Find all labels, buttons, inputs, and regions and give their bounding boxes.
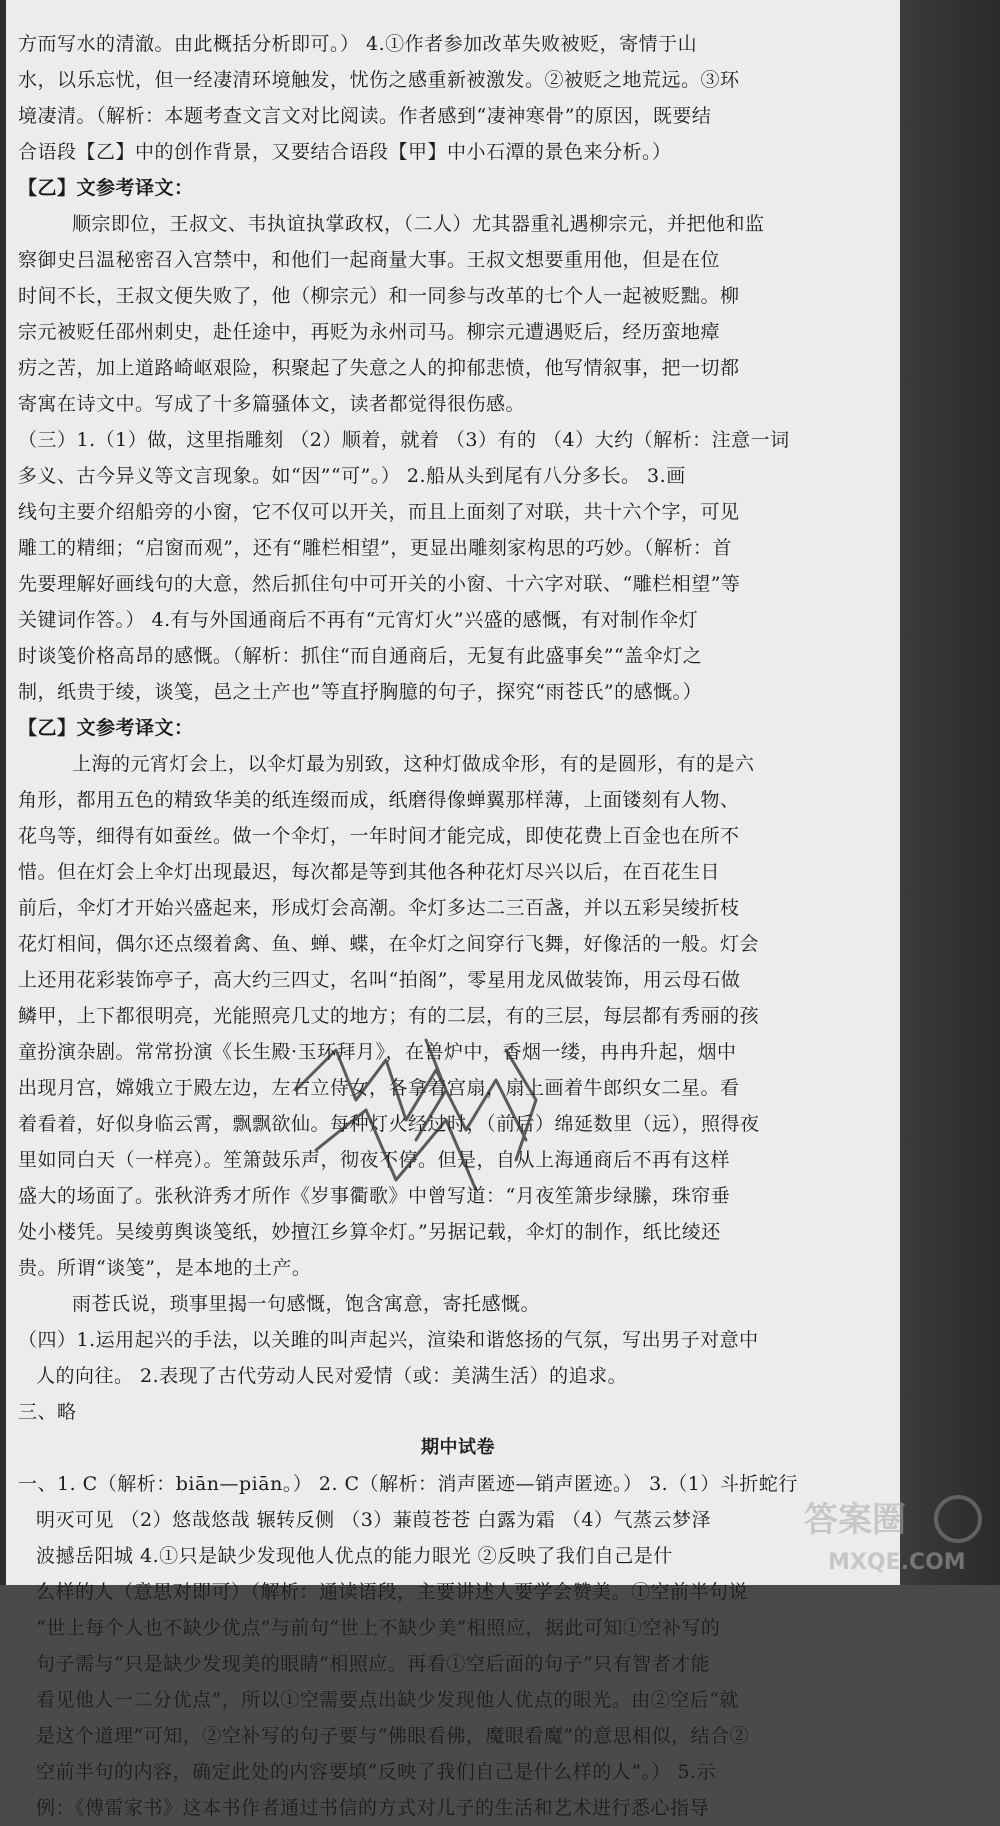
text-line: 一、1. C（解析：biān—piān。） 2. C（解析：消声匿迹—销声匿迹。） 3.（1）斗折蛇行 [18,1473,798,1495]
text-line: 花灯相间，偶尔还点缀着禽、鱼、蝉、蝶，在伞灯之间穿行飞舞，好像活的一般。灯会 [18,933,760,955]
text-line: 盛大的场面了。张秋浒秀才所作《岁事衢歌》中曾写道：“月夜笙箫步绿縢，珠帘垂 [18,1185,731,1207]
text-line: 多义、古今异义等文言现象。如“因”“可”。） 2.船从头到尾有八分多长。 3.画 [18,465,686,487]
text-line: 线句主要介绍船旁的小窗，它不仅可以开关，而且上面刻了对联，共十六个字，可见 [18,501,740,523]
text-line: 么样的人（意思对即可）（解析：通读语段，主要讲述人要学会赞美。①空前半句说 [36,1581,749,1603]
text-line: （四）1.运用起兴的手法，以关雎的叫声起兴，渲染和谐悠扬的气氛，写出男子对意中 [18,1329,759,1351]
text-line: 顺宗即位，王叔文、韦执谊执掌政权，（二人）尤其器重礼遇柳宗元，并把他和监 [72,213,765,235]
text-line: 里如同白天（一样亮）。笙箫鼓乐声，彻夜不停。但是，自从上海通商后不再有这样 [18,1149,731,1171]
text-line: 寄寓在诗文中。写成了十多篇骚体文，读者都觉得很伤感。 [18,393,526,415]
text-line: 鳞甲，上下都很明亮，光能照亮几丈的地方；有的二层，有的三层，每层都有秀丽的孩 [18,1005,760,1027]
text-line: 波撼岳阳城 4.①只是缺少发现他人优点的能力眼光 ②反映了我们自己是什 [36,1545,673,1567]
text-line: 句子需与“只是缺少发现美的眼睛”相照应。再看①空后面的句子“只有智者才能 [36,1653,711,1675]
text-line: 水，以乐忘忧，但一经凄清环境触发，忧伤之感重新被激发。②被贬之地荒远。③环 [18,69,740,91]
section-heading: 【乙】文参考译文： [18,717,194,739]
handwritten-scribble [276,1030,576,1200]
text-line: 处小楼凭。吴绫剪舆谈笺纸，妙擅江乡算伞灯。”另据记载，伞灯的制作，纸比绫还 [18,1221,721,1243]
text-line: 先要理解好画线句的大意，然后抓住句中可开关的小窗、十六字对联、“雕栏相望”等 [18,573,741,595]
text-line: 宗元被贬任邵州刺史，赴任途中，再贬为永州司马。柳宗元遭遇贬后，经历蛮地瘴 [18,321,721,343]
text-line: 疠之苦，加上道路崎岖艰险，积聚起了失意之人的抑郁悲愤，他写情叙事，把一切都 [18,357,740,379]
text-line: 制，纸贵于绫，谈笺，邑之土产也”等直抒胸臆的句子，探究“雨苍氏”的感慨。） [18,681,703,703]
text-line: 关键词作答。） 4.有与外国通商后不再有“元宵灯火”兴盛的感慨，有对制作伞灯 [18,609,699,631]
text-line: 人的向往。 2.表现了古代劳动人民对爱情（或：美满生活）的追求。 [36,1365,628,1387]
document-page [6,0,900,1819]
text-line: 是这个道理”可知，②空补写的句子要与“佛眼看佛，魔眼看魔”的意思相似，结合② [36,1725,750,1747]
text-line: 雕工的精细；“启窗而观”，还有“雕栏相望”，更显出雕刻家构思的巧妙。（解析：首 [18,537,732,559]
text-line: 时谈笺价格高昂的感慨。（解析：抓住“而自通商后，无复有此盛事矣”“盖伞灯之 [18,645,703,667]
text-line: 空前半句的内容，确定此处的内容要填“反映了我们自己是什么样的人”。） 5.示 [36,1761,717,1783]
watermark-logo [798,1487,988,1577]
text-line: 察御史吕温秘密召入宫禁中，和他们一起商量大事。王叔文想要重用他，但是在位 [18,249,721,271]
text-line: 前后，伞灯才开始兴盛起来，形成灯会高潮。伞灯多达二三百盏，并以五彩吴绫折枝 [18,897,740,919]
section-heading: 【乙】文参考译文： [18,177,194,199]
watermark-text: 答案圈 [804,1500,906,1540]
text-line: 上还用花彩装饰亭子，高大约三四丈，名叫“拍阁”，零星用龙凤做装饰，用云母石做 [18,969,741,991]
text-line: 时间不长，王叔文便失败了，他（柳宗元）和一同参与改革的七个人一起被贬黜。柳 [18,285,740,307]
text-line: 角形，都用五色的精致华美的纸连缀而成，纸磨得像蝉翼那样薄，上面镂刻有人物、 [18,789,740,811]
text-line: 着看着，好似身临云霄，飘飘欲仙。每种灯火经过时，（前后）绵延数里（远），照得夜 [18,1113,760,1135]
text-line: 三、略 [18,1401,77,1423]
text-line: 雨苍氏说，琐事里揭一句感慨，饱含寓意，寄托感慨。 [72,1293,541,1315]
text-line: 看见他人一二分优点”，所以①空需要点出缺少发现他人优点的眼光。由②空后“就 [36,1689,739,1711]
text-line: 方而写水的清澈。由此概括分析即可。） 4.①作者参加改革失败被贬，寄情于山 [18,33,698,55]
text-line: “世上每个人也不缺少优点”与前句“世上不缺少美”相照应，据此可知①空补写的 [36,1617,721,1639]
watermark-url: MXQE.COM [828,1550,966,1575]
text-line: 花鸟等，细得有如蚕丝。做一个伞灯，一年时间才能完成，即使花费上百金也在所不 [18,825,740,847]
text-line: 境凄清。（解析：本题考查文言文对比阅读。作者感到“凄神寒骨”的原因，既要结 [18,105,712,127]
text-line: 合语段【乙】中的创作背景，又要结合语段【甲】中小石潭的景色来分析。） [18,141,672,163]
text-line: 童扮演杂剧。常常扮演《长生殿·玉环拜月》，在兽炉中，香烟一缕，冉冉升起，烟中 [18,1041,737,1063]
exam-title: 期中试卷 [421,1437,495,1458]
text-line: 惜。但在灯会上伞灯出现最迟，每次都是等到其他各种花灯尽兴以后，在百花生日 [18,861,721,883]
page-content [18,26,918,1826]
text-line: 出现月宫，嫦娥立于殿左边，左右立侍女，各拿着宫扇，扇上画着牛郎织女二星。看 [18,1077,740,1099]
text-line: 贵。所谓“谈笺”，是本地的土产。 [18,1257,312,1279]
text-line: 例：《傅雷家书》这本书作者通过书信的方式对儿子的生活和艺术进行悉心指导 [36,1797,710,1819]
text-line: （三）1.（1）做，这里指雕刻 （2）顺着，就着 （3）有的 （4）大约（解析：注意一词 [18,429,790,451]
text-line: 上海的元宵灯会上，以伞灯最为别致，这种灯做成伞形，有的是圆形，有的是六 [72,753,755,775]
text-line: 明灭可见 （2）悠哉悠哉 辗转反侧 （3）蒹葭苍苍 白露为霜 （4）气蒸云梦泽 [36,1509,711,1531]
